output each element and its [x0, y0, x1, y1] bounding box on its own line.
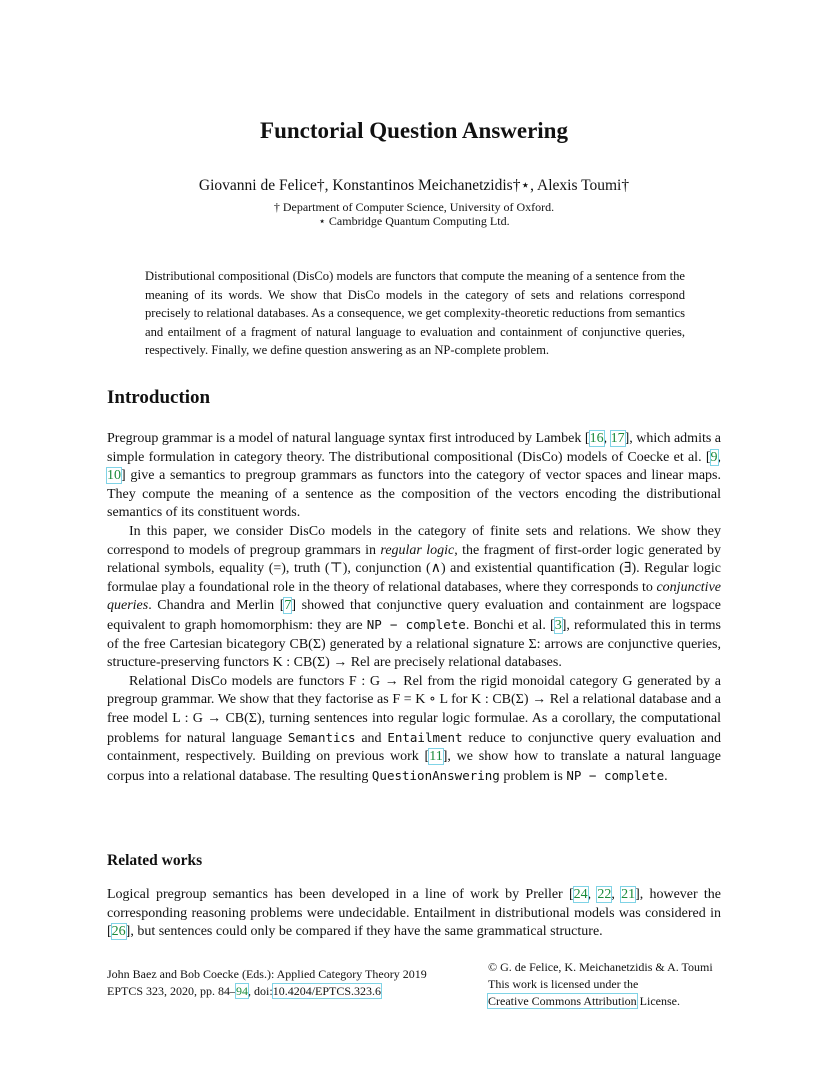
license-line: This work is licensed under the: [488, 977, 639, 991]
citation-link[interactable]: 16: [589, 431, 604, 446]
abstract: Distributional compositional (DisCo) models are functors that compute the meaning of a sentence from the meaning of its words. We show that DisCo models in the category of sets and relations correspond precisely to relational databases. As a consequence, we get complexity-theoretic reductions from semantics and entailment of a fragment of natural language to evaluation and containment of conjunctive queries, respectively. Finally, we define question answering as an NP-complete problem.: [145, 269, 685, 358]
citation-link[interactable]: 21: [621, 887, 636, 902]
footer-proceedings: John Baez and Bob Coecke (Eds.): Applied Category Theory 2019: [107, 967, 427, 981]
author-list: Giovanni de Felice†, Konstantinos Meichanetzidis†⋆, Alexis Toumi†: [198, 177, 630, 194]
footer-eptcs: EPTCS 323, 2020, pp. 84–94, doi:10.4204/EPTCS.323.6: [107, 984, 382, 998]
citation-link[interactable]: 11: [429, 749, 443, 765]
footer-publication-info: [107, 966, 427, 1000]
section-heading-related-works: Related works: [107, 852, 203, 869]
license-link[interactable]: Creative Commons Attribution: [488, 994, 637, 1008]
citation-link[interactable]: 26: [111, 924, 126, 940]
intro-paragraph-3: Relational DisCo models are functors F : G → Rel from the rigid monoidal category G generated by a pregroup grammar. We show that they factorise as F = K ∘ L for K : CB(Σ) → Rel a relational database and a free model L : G → CB(Σ), turning sentences into regular logic formulae. As a corollary, the computational problems for natural language Semantics and Entailment reduce to conjunctive query evaluation and containment, respectively. Building on previous work [11], we show how to translate a natural language corpus into a relational database. The resulting QuestionAnswering problem is NP − complete.: [107, 673, 722, 784]
citation-link[interactable]: 10: [107, 468, 121, 484]
introduction-body: [107, 430, 721, 786]
affiliation-oxford: † Department of Computer Science, University of Oxford.: [273, 200, 555, 214]
related-paragraph: Logical pregroup semantics has been developed in a line of work by Preller [24, 22, 21], however the corresponding reasoning problems were undecidable. Entailment in distributional models was considered in [26], but sentences could only be compared if they have the same grammatical structure.: [107, 887, 722, 940]
citation-link[interactable]: 7: [284, 598, 292, 614]
license-link-line: Creative Commons Attribution License.: [488, 994, 680, 1008]
citation-link[interactable]: 17: [610, 431, 625, 446]
intro-paragraph-2: In this paper, we consider DisCo models in the category of finite sets and relations. We show they correspond to models of pregroup grammars in regular logic, the fragment of first-order logic generated by relational symbols, equality (=), truth (⊤), conjunction (∧) and existential quantification (∃). Regular logic formulae play a foundational role in the theory of relational databases, where they corresponds to conjunctive queries. Chandra and Merlin [7] showed that conjunctive query evaluation and containment are logspace equivalent to graph homomorphism: they are NP − complete. Bonchi et al. [3], reformulated this in terms of the free Cartesian bicategory CB(Σ) generated by a relational signature Σ: arrows are conjunctive queries, structure-preserving functors K : CB(Σ) → Rel are precisely relational databases.: [107, 523, 721, 671]
paper-title: Functorial Question Answering: [260, 118, 568, 143]
citation-link[interactable]: 24: [573, 887, 588, 902]
citation-link[interactable]: 3: [554, 617, 562, 633]
section-heading-introduction: Introduction: [107, 387, 211, 408]
affiliation-cqc: ⋆ Cambridge Quantum Computing Ltd.: [318, 214, 510, 228]
copyright-line: © G. de Felice, K. Meichanetzidis & A. Toumi: [488, 960, 713, 974]
page-link[interactable]: 94: [236, 984, 249, 998]
citation-link[interactable]: 22: [597, 887, 612, 902]
footer-license-info: [488, 959, 713, 1010]
citation-link[interactable]: 9: [710, 449, 718, 465]
intro-paragraph-1: Pregroup grammar is a model of natural language syntax first introduced by Lambek [16, 17], which admits a simple formulation in category theory. The distributional compositional (DisCo) models of Coecke et al. [9, 10] give a semantics to pregroup grammars as functors into the category of vector spaces and linear maps. They compute the meaning of a sentence as the composition of the vectors encoding the distributional semantics of its constituent words.: [107, 431, 722, 521]
related-works-body: [107, 886, 721, 942]
doi-link[interactable]: 10.4204/EPTCS.323.6: [272, 984, 382, 998]
